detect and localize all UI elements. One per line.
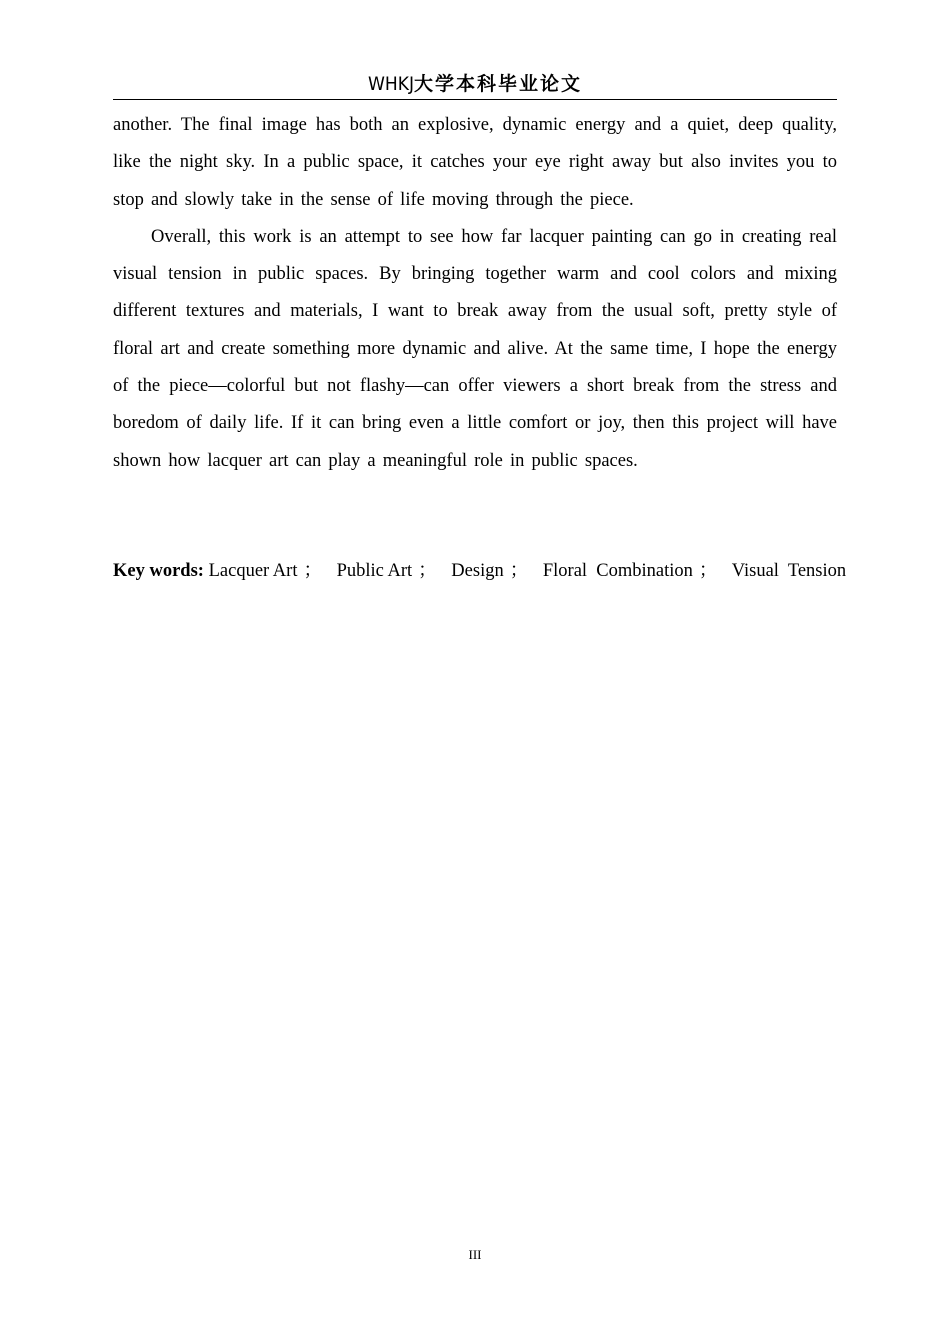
paragraph-overall: Overall, this work is an attempt to see how far lacquer painting can go in creating real visual tension in public spaces. By bringing together warm and cool colors and mixing different textures and materials, I want to break away from the usual soft, pretty style of floral art and create something more dynamic and alive. At the same time, I hope the energy of the piece—colorful but not flashy—can offer viewers a short break from the stress and boredom of daily life. If it can bring even a little comfort or joy, then this project will have shown how lacquer art can play a meaningful role in public spaces.	[113, 226, 837, 471]
keywords-line	[113, 556, 853, 586]
paragraph-continued: another. The final image has both an explosive, dynamic energy and a quiet, deep quality, like the night sky. In a public space, it catches your eye right away but also invites you to stop and slowly take in the sense of life moving through the piece.	[113, 115, 837, 210]
keywords-label: Key words	[113, 561, 198, 581]
keyword-item: Floral Combination	[542, 561, 693, 581]
keyword-separator: ；	[698, 561, 718, 581]
keywords-colon: :	[197, 561, 204, 581]
running-header	[113, 70, 837, 100]
page-number: III	[468, 1247, 482, 1262]
keyword-separator: ；	[509, 561, 529, 581]
keyword-item: Visual Tension	[731, 561, 847, 581]
keyword-item: Design	[451, 561, 504, 581]
keyword-separator: ；	[418, 561, 437, 581]
keyword-separator: ；	[303, 561, 322, 581]
abstract-body	[113, 107, 837, 480]
header-cjk: 大学本科毕业论文	[414, 73, 583, 95]
keyword-item: Lacquer Art	[208, 561, 298, 581]
header-title	[368, 74, 582, 95]
header-latin: WHKJ	[367, 73, 414, 95]
keyword-item: Public Art	[336, 561, 413, 581]
